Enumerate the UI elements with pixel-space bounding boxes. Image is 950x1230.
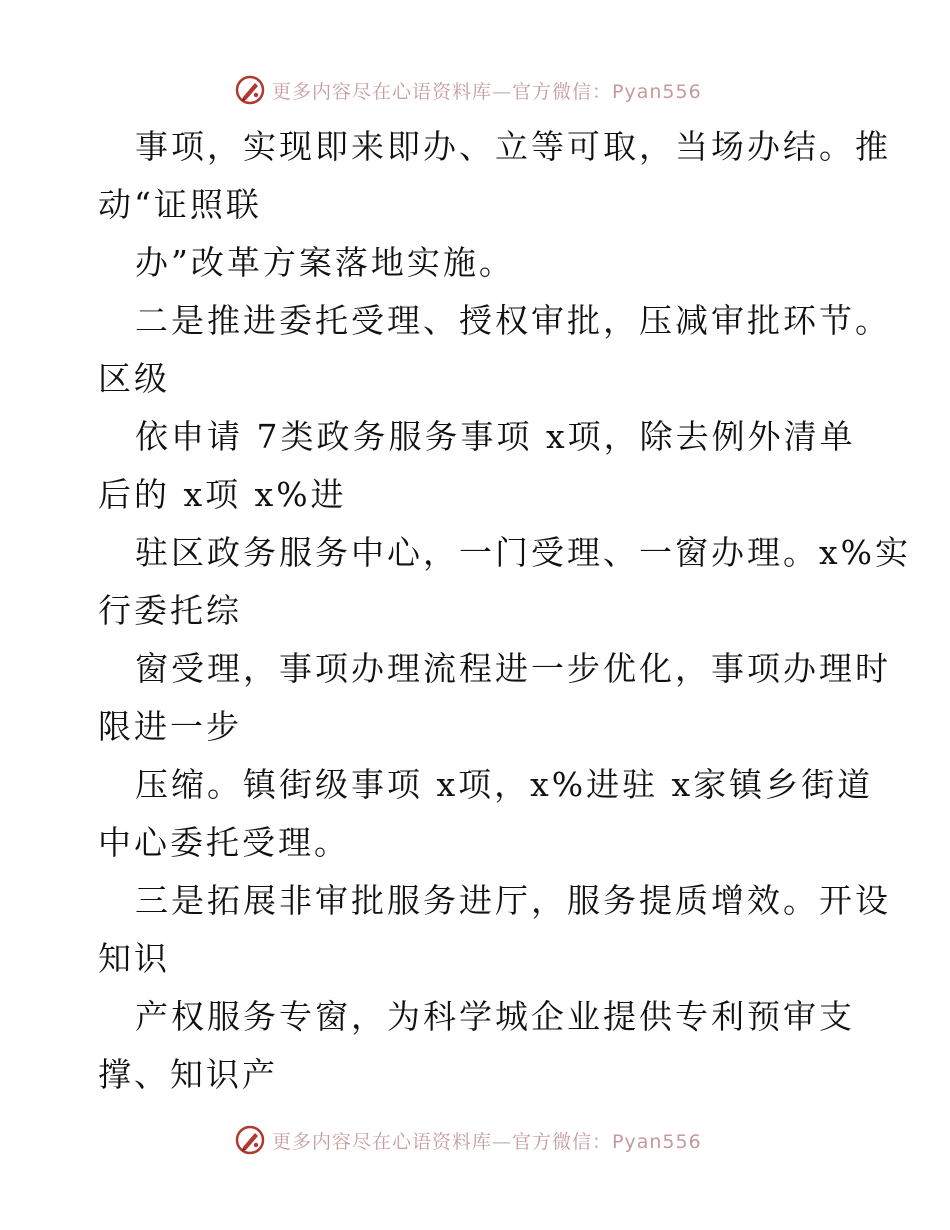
text-line: 三是拓展非审批服务进厅，服务提质增效。开设 — [135, 881, 891, 920]
header-watermark — [234, 72, 754, 108]
watermark-separator: — — [492, 80, 513, 103]
text-line: 窗受理，事项办理流程进一步优化，事项办理时 — [135, 649, 891, 688]
text-line: 产权服务专窗，为科学城企业提供专利预审支 — [135, 997, 855, 1036]
text-line: 事项，实现即来即办、立等可取，当场办结。推 — [135, 127, 891, 166]
document-body — [98, 118, 911, 1104]
pen-logo-icon — [234, 1124, 266, 1156]
text-line: 撑、知识产 — [98, 1055, 278, 1094]
text-line: 办”改革方案落地实施。 — [135, 243, 515, 282]
watermark-text — [272, 1127, 702, 1154]
text-line: 驻区政务服务中心，一门受理、一窗办理。x%实 — [135, 533, 911, 572]
text-line: 后的 x项 x%进 — [98, 475, 347, 514]
watermark-text — [272, 77, 702, 104]
watermark-slogan: 更多内容尽在心语资料库 — [272, 80, 493, 103]
watermark-official-label: 官方微信： — [512, 80, 613, 103]
watermark-separator: — — [492, 1130, 513, 1153]
text-line: 知识 — [98, 939, 170, 978]
footer-watermark — [234, 1122, 754, 1158]
text-line: 限进一步 — [98, 707, 242, 746]
text-line: 压缩。镇街级事项 x项，x%进驻 x家镇乡街道 — [135, 765, 874, 804]
text-line: 依申请 7类政务服务事项 x项，除去例外清单 — [135, 417, 856, 456]
watermark-official-label: 官方微信： — [512, 1130, 613, 1153]
text-line: 行委托综 — [98, 591, 242, 630]
text-line: 动“证照联 — [98, 185, 262, 224]
text-line: 中心委托受理。 — [98, 823, 350, 862]
watermark-wechat-id: Pyan556 — [612, 80, 702, 103]
watermark-wechat-id: Pyan556 — [612, 1130, 702, 1153]
text-line: 二是推进委托受理、授权审批，压减审批环节。 — [135, 301, 891, 340]
pen-logo-icon — [234, 74, 266, 106]
text-line: 区级 — [98, 359, 170, 398]
watermark-slogan: 更多内容尽在心语资料库 — [272, 1130, 493, 1153]
